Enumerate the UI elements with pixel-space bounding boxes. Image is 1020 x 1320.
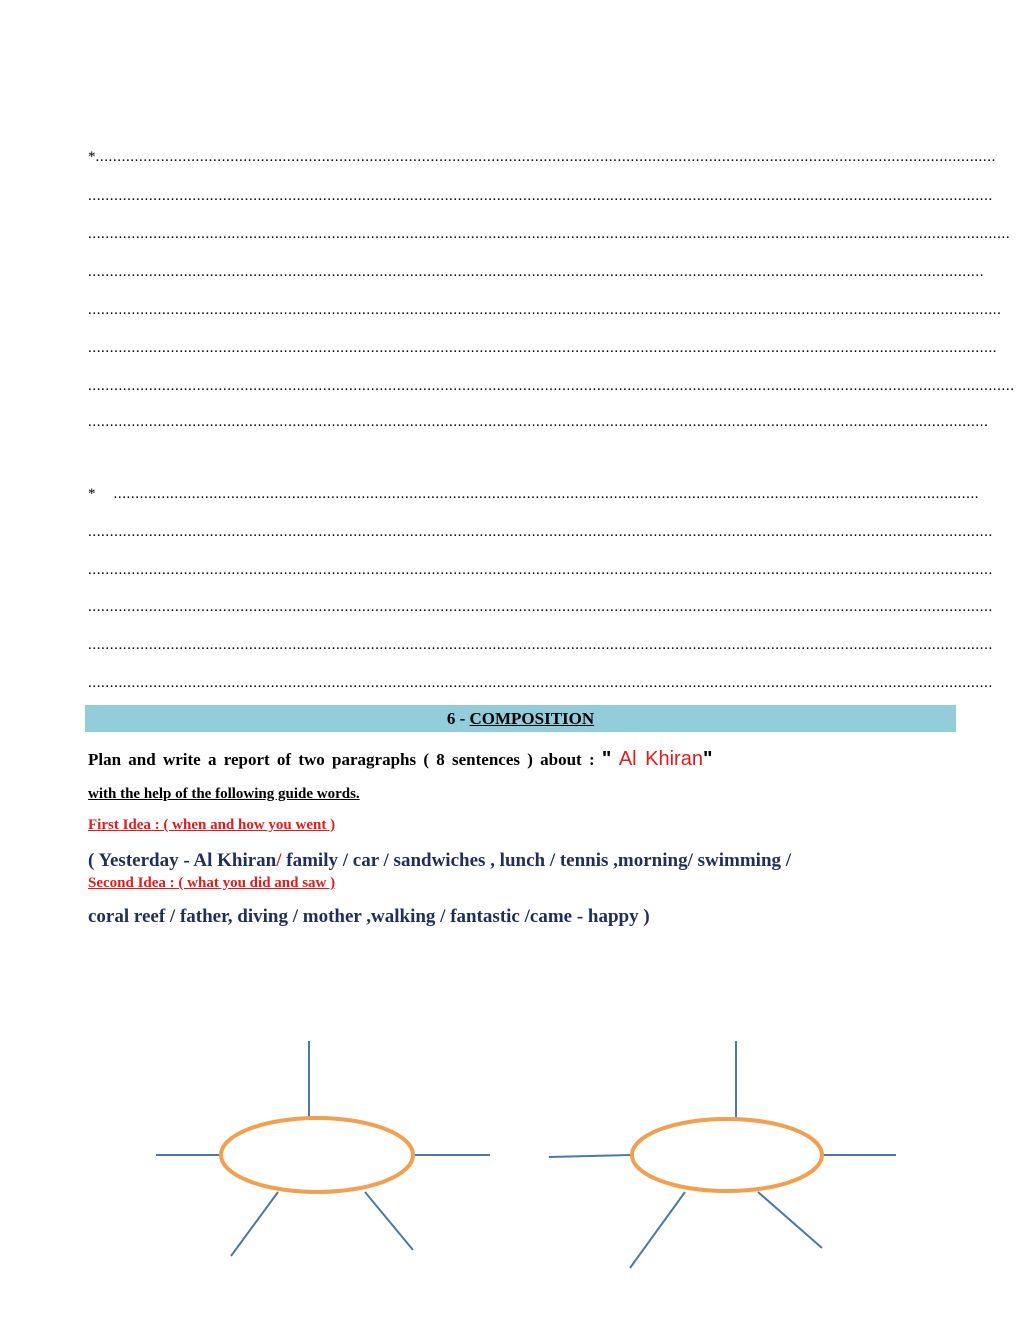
center-oval[interactable]	[221, 1118, 413, 1192]
dotted-line: ................................................................................................................................................................................................................	[88, 675, 993, 691]
dotted-line: .....................................................................................................................................................................................................................	[88, 378, 1015, 394]
center-oval[interactable]	[632, 1119, 822, 1191]
dotted-line: ................................................................................................................................................................................................................	[88, 637, 993, 653]
dotted-line: ...............................................................................................................................................................................................................	[88, 414, 989, 430]
spider-diagram-right	[549, 1041, 896, 1268]
spoke-bottom-left	[630, 1192, 685, 1268]
dotted-line: .................................................................................................................................................................................................................	[88, 340, 998, 356]
first-words-part1: ( Yesterday - Al Khiran	[88, 850, 277, 871]
second-idea-heading: Second Idea : ( what you did and saw )	[88, 875, 336, 891]
red-slash: /	[276, 850, 282, 871]
quote-close: "	[702, 748, 713, 770]
guide-instruction: with the help of the following guide words.	[88, 786, 360, 802]
bullet-marker: *	[88, 149, 96, 165]
dotted-line: ................................................................................................................................................................................................................	[88, 188, 993, 204]
bullet-marker: *	[88, 486, 96, 502]
spoke-bottom-right	[365, 1192, 413, 1250]
dotted-line: ...............................................................................................................................................................................................................	[95, 149, 996, 165]
dotted-line: .......................................................................................................................................................................................................	[113, 486, 980, 502]
spoke-bottom-right	[758, 1192, 822, 1248]
section-title: COMPOSITION	[469, 709, 595, 728]
prompt-text: Plan and write a report of two paragraphs ( 8 sentences ) about :	[88, 750, 602, 769]
spoke-left	[549, 1155, 631, 1157]
section-number: 6 -	[446, 709, 470, 728]
topic-title: Al Khiran	[611, 748, 703, 770]
quote-open: "	[601, 748, 612, 770]
dotted-line: ..............................................................................................................................................................................................................	[88, 264, 985, 280]
first-idea-heading: First Idea : ( when and how you went )	[88, 817, 336, 833]
dotted-line: ................................................................................................................................................................................................................	[88, 562, 993, 578]
dotted-line: ................................................................................................................................................................................................................	[88, 524, 993, 540]
first-words-part2: family / car / sandwiches , lunch / tennis ,morning/ swimming /	[281, 850, 792, 871]
spider-diagram-left	[156, 1041, 490, 1256]
spoke-bottom-left	[231, 1192, 278, 1256]
dotted-line: ................................................................................................................................................................................................................	[88, 599, 993, 615]
dotted-line: ....................................................................................................................................................................................................................	[88, 226, 1011, 242]
dotted-line: ..................................................................................................................................................................................................................	[88, 302, 1002, 318]
second-idea-words: coral reef / father, diving / mother ,walking / fantastic /came - happy )	[88, 906, 650, 927]
